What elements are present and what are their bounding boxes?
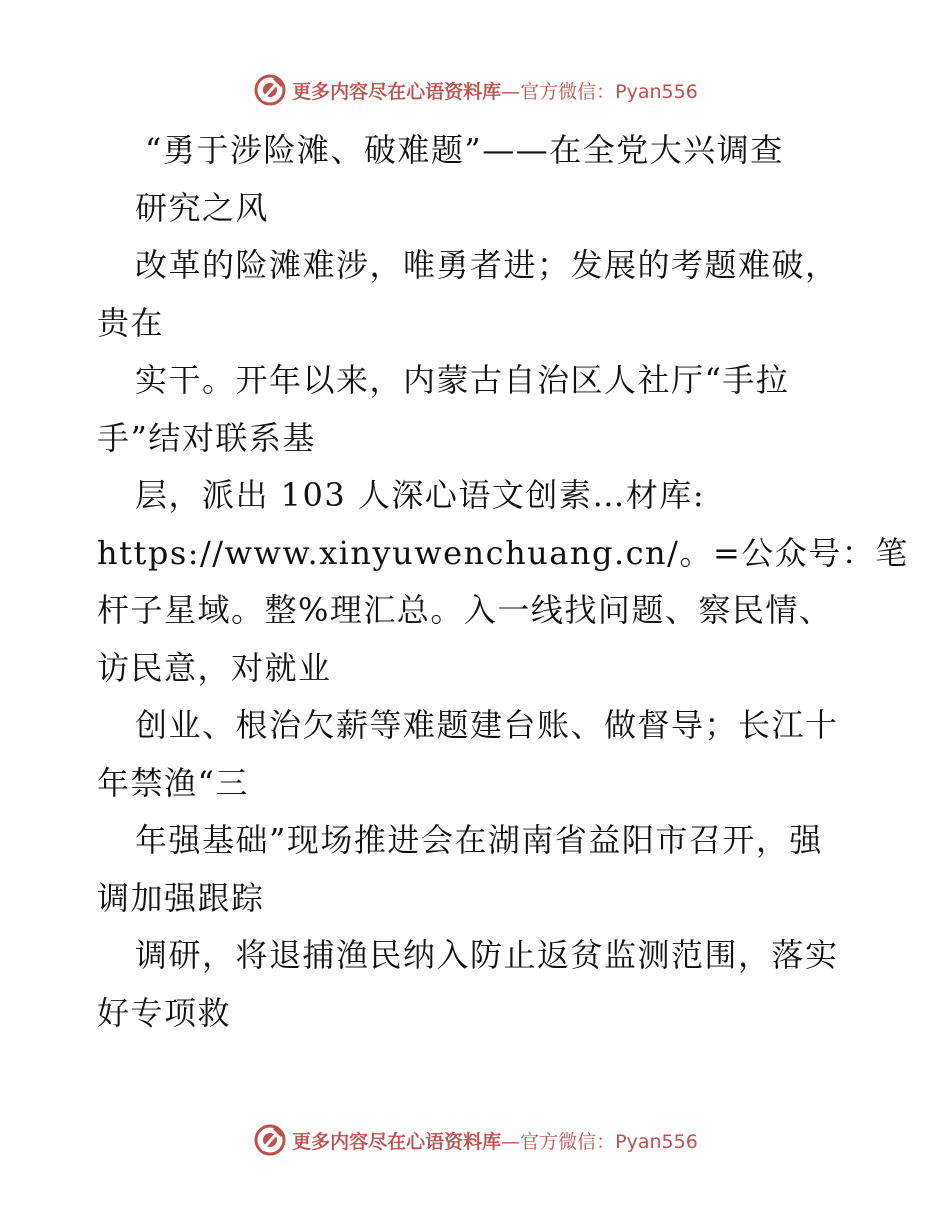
text-line: 贵在: [97, 303, 165, 342]
text-line: 层，派出 103 人深心语文创素…材库:: [135, 476, 706, 514]
banner-text: [292, 1127, 698, 1154]
text-line: “勇于涉险滩、破难题”——在全党大兴调查: [145, 131, 784, 169]
banner-text: [292, 77, 698, 104]
text-line: 实干。开年以来，内蒙古自治区人社厅“手拉: [135, 361, 790, 399]
banner-suffix: —官方微信：Pyan556: [501, 1130, 698, 1153]
brand-logo-icon: [252, 72, 288, 108]
text-line: 访民意，对就业: [97, 648, 332, 687]
text-line: 年强基础”现场推进会在湖南省益阳市召开，强: [135, 821, 823, 859]
banner-suffix: —官方微信：Pyan556: [501, 80, 698, 103]
document-body: [97, 122, 909, 1042]
text-line: 研究之风: [135, 188, 270, 227]
text-line: 调研，将退捕渔民纳入防止返贫监测范围，落实: [135, 936, 839, 974]
header-watermark-banner: [0, 70, 950, 110]
text-line: 调加强跟踪: [97, 878, 265, 917]
text-line: https://www.xinyuwenchuang.cn/。=公众号：笔: [97, 533, 909, 572]
text-line: 好专项救: [97, 993, 232, 1032]
brand-logo-icon: [252, 1122, 288, 1158]
banner-prefix: 更多内容尽在心语资料库: [292, 80, 502, 103]
footer-watermark-banner: [0, 1120, 950, 1160]
banner-prefix: 更多内容尽在心语资料库: [292, 1130, 502, 1153]
text-line: 创业、根治欠薪等难题建台账、做督导；长江十: [135, 706, 839, 744]
text-line: 杆子星域。整%理汇总。入一线找问题、察民情、: [97, 591, 833, 629]
text-line: 手”结对联系基: [97, 418, 316, 457]
text-line: 年禁渔“三: [97, 763, 249, 802]
text-line: 改革的险滩难涉，唯勇者进；发展的考题难破，: [135, 246, 839, 284]
